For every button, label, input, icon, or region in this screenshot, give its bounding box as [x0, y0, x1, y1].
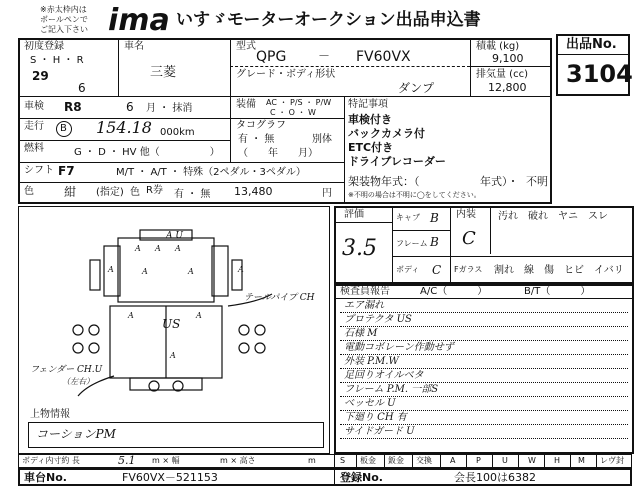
load-label: 積載 (kg): [476, 41, 520, 52]
special-item-3: ETC付き: [348, 141, 394, 154]
report-line: ベッセル U: [344, 398, 396, 409]
equipment-sub: C ・ O ・ W: [270, 108, 316, 117]
cab-label: キャブ: [396, 213, 420, 222]
report-line: 外装 P.M.W: [344, 356, 399, 367]
scale-label: H: [554, 456, 561, 465]
damage-mark: A: [142, 267, 148, 276]
body-year-mid: 年式）・: [480, 175, 519, 188]
load-value: 9,100: [492, 52, 524, 65]
diagram-fender-sub: （左右）: [62, 377, 94, 386]
score-value: 3.5: [342, 236, 377, 261]
tacho-label: タコグラフ: [236, 120, 286, 131]
diagram-center-label: US: [162, 317, 181, 331]
damage-mark: A: [108, 265, 114, 274]
body-label: ボディ: [396, 265, 420, 274]
page-title: いすゞモーターオークション出品申込書: [176, 10, 481, 30]
report-line: 下廻り CH 有: [344, 412, 407, 423]
dims-width-unit: m × 高さ: [220, 456, 256, 465]
tacho-separate: 別体: [312, 134, 332, 145]
frame-value: B: [430, 235, 439, 249]
footer-row: [18, 468, 632, 486]
body-year-note: ※不明の場合は不明に◯をしてください。: [348, 191, 481, 199]
scale-label: S: [340, 456, 346, 465]
recycle-unit: 円: [322, 188, 332, 199]
lot-number: 3104: [566, 60, 633, 88]
inspection-month: 6: [126, 100, 134, 114]
diagram-top-note: A U: [166, 231, 183, 241]
recycle-label: R券: [146, 185, 163, 196]
color-value: 紺: [64, 185, 77, 199]
inspection-label: 車検: [24, 101, 44, 112]
diagram-tail-note: テールパイプ CH: [244, 293, 315, 303]
recycle-options: 有 ・ 無: [174, 189, 211, 200]
damage-mark: A: [175, 244, 181, 253]
dims-label: ボディ内寸約 長: [22, 456, 80, 465]
special-item-1: 車検付き: [348, 113, 392, 126]
color-suffix: 色: [130, 187, 140, 198]
equipment-options: AC ・ P/S ・ P/W: [266, 98, 332, 107]
report-line: フレーム P.M. 一部S: [344, 384, 439, 395]
damage-mark: A: [238, 265, 244, 274]
grade-label: グレード・ボディ形状: [236, 69, 336, 80]
diagram-fender-note: フェンダー CH.U: [30, 365, 103, 375]
score-label: 評価: [344, 209, 364, 220]
cab-value: B: [430, 211, 439, 225]
vin-value: FV60VX－521153: [122, 471, 218, 484]
reg-value: 会長100は6382: [454, 471, 536, 484]
first-reg-label: 初度登録: [24, 41, 64, 52]
dims-length: 5.1: [118, 454, 136, 467]
damage-mark: A: [196, 311, 202, 320]
report-line: 電動コボレーン作動せず: [344, 342, 454, 353]
special-item-4: ドライブレコーダー: [348, 155, 446, 168]
glass-label: Fガラス: [454, 265, 483, 274]
model-prefix: QPG: [256, 49, 287, 65]
upper-info-value: コーションPM: [36, 427, 116, 441]
scale-label: M: [578, 456, 585, 465]
scale-label: U: [502, 456, 508, 465]
model-dash: －: [318, 49, 331, 63]
scale-label: A: [450, 456, 456, 465]
report-title: 検査員報告: [340, 286, 390, 297]
color-code: (指定): [96, 187, 124, 198]
inspection-unit: 月 ・ 抹消: [146, 103, 193, 114]
report-line: 足回りオイルベタ: [344, 370, 424, 381]
special-label: 特記事項: [348, 99, 388, 110]
lot-label: 出品No.: [566, 37, 617, 52]
dims-length-unit: m × 幅: [152, 456, 180, 465]
displacement-label: 排気量 (cc): [476, 69, 528, 80]
report-line: エア漏れ: [344, 300, 384, 311]
report-line: 石様 M: [344, 328, 378, 339]
scale-label: 鈑金: [388, 456, 404, 465]
scale-label: W: [528, 456, 536, 465]
damage-mark: A: [170, 351, 176, 360]
shift-value: F7: [58, 164, 75, 178]
upper-info-label: 上物情報: [30, 409, 70, 420]
special-item-2: バックカメラ付: [348, 127, 425, 140]
first-reg-month: 6: [78, 81, 86, 95]
reg-label: 登録No.: [340, 471, 383, 484]
maker: 三菱: [150, 65, 177, 80]
scale-label: レヴ封: [600, 456, 624, 465]
era-options: S ・ H ・ R: [30, 55, 84, 66]
damage-mark: A: [128, 311, 134, 320]
tacho-options: 有 ・ 無: [238, 134, 275, 145]
model-label: 型式: [236, 41, 256, 52]
scale-label: 板金: [360, 456, 376, 465]
odometer-value: 154.18: [96, 118, 152, 137]
model-code: FV60VX: [356, 49, 411, 65]
inspection-era: R8: [64, 100, 82, 114]
scale-label: P: [476, 456, 481, 465]
damage-mark: A: [188, 267, 194, 276]
defect-row-1: 汚れ 破れ ヤニ スレ: [498, 211, 608, 222]
note-line-2: ボールペンで: [40, 15, 88, 24]
first-reg-year: 29: [32, 69, 49, 83]
equipment-label: 装備: [236, 99, 256, 110]
grade: ダンプ: [398, 81, 435, 95]
recycle-amount: 13,480: [234, 185, 273, 198]
frame-label: フレーム: [396, 239, 428, 248]
color-label: 色: [24, 186, 34, 197]
vin-label: 車台No.: [24, 471, 67, 484]
report-line: サイドガード U: [344, 426, 415, 437]
logo: ima: [108, 3, 170, 38]
fuel-label: 燃料: [24, 143, 44, 154]
report-line: プロテクタ US: [344, 314, 412, 325]
scale-label: 交換: [416, 456, 432, 465]
maker-label: 車名: [124, 41, 144, 52]
interior-label: 内装: [456, 209, 476, 220]
body-year-unknown: 不明: [526, 175, 548, 188]
odometer-unit: 000km: [160, 127, 195, 138]
note-line-1: ※赤太枠内は: [40, 5, 87, 14]
odometer-label: 走行: [24, 121, 44, 132]
shift-options: M/T ・ A/T ・ 特殊（2ペダル・3ペダル）: [116, 167, 306, 178]
dims-height-unit: m: [308, 456, 316, 465]
body-value: C: [432, 263, 442, 277]
damage-mark: A: [135, 244, 141, 253]
defect-row-2: 割れ 線 傷 ヒビ イバリ: [494, 265, 624, 276]
note-line-3: ご記入下さい: [40, 25, 88, 34]
report-bt: B/T（ ）: [524, 286, 591, 297]
shift-label: シフト: [24, 165, 54, 176]
tacho-date: （ 年 月）: [238, 148, 318, 159]
odometer-mark: B: [60, 123, 67, 134]
fuel-options: G ・ D ・ HV 他（ ）: [74, 147, 220, 158]
interior-value: C: [462, 228, 476, 249]
dims-row: [18, 454, 632, 468]
report-ac: A/C（ ）: [420, 286, 488, 297]
displacement-value: 12,800: [488, 81, 527, 94]
damage-mark: A: [155, 244, 161, 253]
body-year-label: 架装物年式：（: [348, 175, 420, 188]
